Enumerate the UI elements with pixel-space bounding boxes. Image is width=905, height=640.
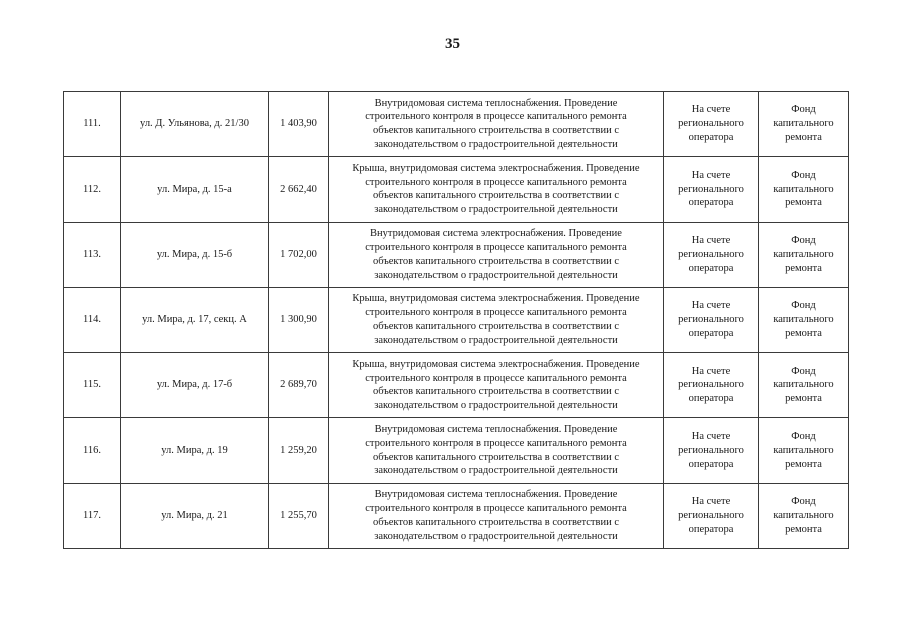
fund-cell-line: Фонд [791,430,816,442]
fund-cell-line: ремонта [785,197,822,209]
account-cell [664,483,759,548]
row-number: 114. [64,287,121,352]
work-description-cell-line: Внутридомовая система теплоснабжения. Проведение [374,424,618,436]
area-cell: 1 259,20 [269,418,329,483]
account-cell [664,418,759,483]
fund-cell [759,157,849,222]
fund-cell-line: ремонта [785,458,822,470]
account-cell [664,222,759,287]
work-description-cell-line: объектов капитального строительства в соответствии с [373,386,619,398]
fund-cell-line: капитального [773,248,834,260]
table-row [64,287,849,352]
account-cell [664,157,759,222]
table-row [64,222,849,287]
fund-cell-line: ремонта [785,327,822,339]
row-number: 115. [64,353,121,418]
fund-cell-line: ремонта [785,523,822,535]
fund-cell [759,418,849,483]
fund-cell [759,92,849,157]
account-cell-line: оператора [688,327,734,339]
fund-cell-line: капитального [773,510,834,522]
fund-cell-line: капитального [773,118,834,130]
fund-cell-line: Фонд [791,496,816,508]
account-cell-line: На счете [691,169,731,181]
address-cell: ул. Мира, д. 15-б [121,222,269,287]
repair-works-table [63,91,849,549]
table-row [64,92,849,157]
work-description-cell-line: Внутридомовая система электроснабжения. Проведение [370,228,622,240]
address-cell: ул. Мира, д. 17, секц. А [121,287,269,352]
work-description-cell-line: Внутридомовая система теплоснабжения. Проведение [374,489,618,501]
work-description-cell-line: Крыша, внутридомовая система электроснабжения. Проведение [352,162,640,174]
work-description-cell-line: строительного контроля в процессе капитального ремонта [365,111,627,123]
fund-cell-line: ремонта [785,262,822,274]
account-cell-line: регионального [678,444,744,456]
fund-cell-line: капитального [773,314,834,326]
account-cell-line: На счете [691,300,731,312]
account-cell-line: оператора [688,523,734,535]
work-description-cell-line: строительного контроля в процессе капитального ремонта [365,503,627,515]
work-description-cell [329,157,664,222]
fund-cell [759,353,849,418]
table-row [64,157,849,222]
account-cell-line: регионального [678,314,744,326]
table-row [64,353,849,418]
account-cell-line: На счете [691,430,731,442]
work-description-cell-line: объектов капитального строительства в соответствии с [373,451,619,463]
fund-cell [759,222,849,287]
work-description-cell-line: законодательством о градостроительной деятельности [374,269,618,281]
fund-cell-line: Фонд [791,300,816,312]
work-description-cell-line: законодательством о градостроительной деятельности [374,138,618,150]
fund-cell-line: Фонд [791,169,816,181]
work-description-cell-line: законодательством о градостроительной деятельности [374,204,618,216]
work-description-cell-line: строительного контроля в процессе капитального ремонта [365,307,627,319]
fund-cell-line: Фонд [791,235,816,247]
work-description-cell-line: Внутридомовая система теплоснабжения. Проведение [374,97,618,109]
address-cell: ул. Мира, д. 19 [121,418,269,483]
work-description-cell-line: Крыша, внутридомовая система электроснабжения. Проведение [352,293,640,305]
work-description-cell [329,418,664,483]
account-cell-line: На счете [691,104,731,116]
work-description-cell [329,287,664,352]
account-cell [664,92,759,157]
table-row [64,483,849,548]
account-cell-line: регионального [678,118,744,130]
table-row [64,418,849,483]
work-description-cell-line: строительного контроля в процессе капитального ремонта [365,176,627,188]
work-description-cell-line: объектов капитального строительства в соответствии с [373,125,619,137]
work-description-cell-line: строительного контроля в процессе капитального ремонта [365,437,627,449]
account-cell-line: регионального [678,379,744,391]
address-cell: ул. Д. Ульянова, д. 21/30 [121,92,269,157]
work-description-cell-line: законодательством о градостроительной деятельности [374,530,618,542]
account-cell-line: оператора [688,132,734,144]
fund-cell [759,287,849,352]
account-cell [664,287,759,352]
fund-cell-line: капитального [773,444,834,456]
account-cell-line: На счете [691,235,731,247]
page-number: 35 [445,36,460,52]
fund-cell [759,483,849,548]
address-cell: ул. Мира, д. 15-а [121,157,269,222]
row-number: 117. [64,483,121,548]
work-description-cell-line: Крыша, внутридомовая система электроснабжения. Проведение [352,358,640,370]
work-description-cell-line: объектов капитального строительства в соответствии с [373,255,619,267]
work-description-cell-line: объектов капитального строительства в соответствии с [373,516,619,528]
account-cell-line: регионального [678,510,744,522]
account-cell-line: оператора [688,458,734,470]
account-cell-line: На счете [691,365,731,377]
area-cell: 1 702,00 [269,222,329,287]
fund-cell-line: Фонд [791,365,816,377]
account-cell-line: оператора [688,197,734,209]
work-description-cell-line: строительного контроля в процессе капитального ремонта [365,372,627,384]
area-cell: 2 689,70 [269,353,329,418]
row-number: 116. [64,418,121,483]
area-cell: 1 300,90 [269,287,329,352]
account-cell-line: оператора [688,393,734,405]
work-description-cell [329,483,664,548]
work-description-cell-line: законодательством о градостроительной деятельности [374,400,618,412]
work-description-cell-line: объектов капитального строительства в соответствии с [373,321,619,333]
row-number: 111. [64,92,121,157]
fund-cell-line: капитального [773,183,834,195]
work-description-cell [329,92,664,157]
work-description-cell-line: строительного контроля в процессе капитального ремонта [365,241,627,253]
area-cell: 1 255,70 [269,483,329,548]
fund-cell-line: Фонд [791,104,816,116]
account-cell-line: оператора [688,262,734,274]
account-cell-line: регионального [678,248,744,260]
account-cell-line: На счете [691,496,731,508]
row-number: 113. [64,222,121,287]
work-description-cell-line: законодательством о градостроительной деятельности [374,334,618,346]
area-cell: 2 662,40 [269,157,329,222]
row-number: 112. [64,157,121,222]
account-cell [664,353,759,418]
work-description-cell [329,353,664,418]
account-cell-line: регионального [678,183,744,195]
work-description-cell-line: законодательством о градостроительной деятельности [374,465,618,477]
table-body [64,92,849,549]
fund-cell-line: ремонта [785,132,822,144]
fund-cell-line: капитального [773,379,834,391]
fund-cell-line: ремонта [785,393,822,405]
work-description-cell [329,222,664,287]
address-cell: ул. Мира, д. 21 [121,483,269,548]
area-cell: 1 403,90 [269,92,329,157]
address-cell: ул. Мира, д. 17-б [121,353,269,418]
work-description-cell-line: объектов капитального строительства в соответствии с [373,190,619,202]
